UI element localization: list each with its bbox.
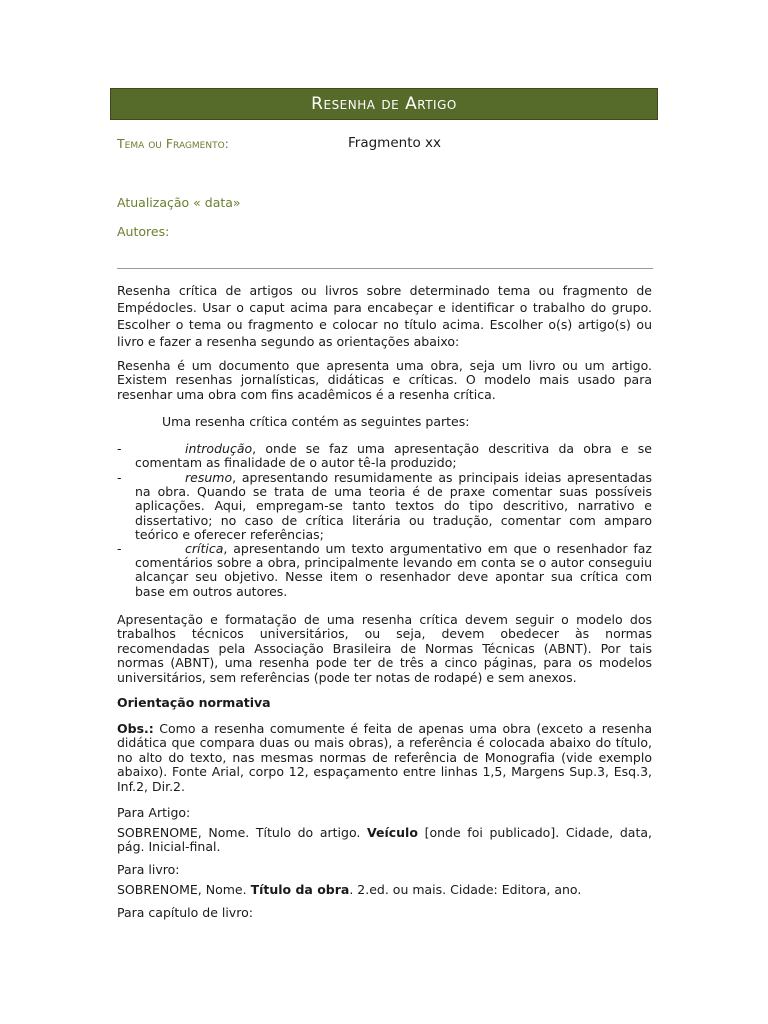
para-livro-label: Para livro: [117, 862, 180, 877]
intro-paragraph: Resenha crítica de artigos ou livros sobre determinado tema ou fragmento de Empédocles. Usar o caput acima para encabeçar e identificar o trabalho do grupo. Escolher o tema ou fragmento e colocar no título acima. Escolher o(s) artigo(s) ou livro e fazer a resenha segundo as orientações abaixo: [117, 283, 652, 349]
list-text: , apresentando um texto argumentativo em que o resenhador faz comentários sobre a obra, principalmente levando em conta se o autor conseguiu alcançar seu objetivo. Nesse item o resenhador deve apontar sua crítica com base em outros autores. [135, 541, 652, 599]
obs-paragraph [117, 722, 652, 794]
header-divider [117, 268, 653, 269]
livro-ref-part: SOBRENOME, Nome. [117, 882, 251, 897]
list-item [117, 442, 652, 470]
list-term: crítica [185, 541, 224, 556]
list-term: introdução [185, 441, 253, 456]
partes-intro: Uma resenha crítica contém as seguintes partes: [162, 414, 470, 429]
atualizacao-label: Atualização « data» [117, 195, 241, 210]
autores-label: Autores: [117, 224, 170, 239]
livro-reference [117, 883, 652, 897]
artigo-ref-part: SOBRENOME, Nome. Título do artigo. [117, 825, 367, 840]
tema-label: Tema ou Fragmento: [117, 136, 229, 151]
artigo-reference [117, 826, 652, 855]
artigo-ref-part: [onde foi publicado]. Cidade, data, pág. Inicial-final. [117, 825, 652, 855]
orientacao-heading: Orientação normativa [117, 695, 271, 710]
obs-label: Obs.: [117, 721, 154, 736]
list-dash: - [117, 470, 122, 485]
artigo-ref-bold: Veículo [367, 825, 418, 840]
document-title: Resenha de Artigo [110, 88, 658, 120]
list-item [117, 471, 652, 542]
list-dash: - [117, 541, 122, 556]
livro-ref-part: . 2.ed. ou mais. Cidade: Editora, ano. [349, 882, 582, 897]
list-term: resumo [185, 470, 233, 485]
definition-paragraph: Resenha é um documento que apresenta uma obra, seja um livro ou um artigo. Existem resenhas jornalísticas, didáticas e críticas. O modelo mais usado para resenhar uma obra com fins acadêmicos é a resenha crítica. [117, 358, 652, 402]
formatacao-paragraph: Apresentação e formatação de uma resenha crítica devem seguir o modelo dos trabalhos técnicos universitários, ou seja, devem obedecer às normas recomendadas pela Associação Brasileira de Normas Técnicas (ABNT). Por tais normas (ABNT), uma resenha pode ter de três a cinco páginas, para os modelos universitários, sem referências (pode ter notas de rodapé) e sem anexos. [117, 612, 652, 685]
list-dash: - [117, 441, 122, 456]
list-item [117, 542, 652, 599]
list-text: , apresentando resumidamente as principais ideias apresentadas na obra. Quando se trata de uma teoria é de praxe comentar suas possíveis aplicações. Aqui, empregam-se tanto textos do tipo descritivo, narrativo e dissertativo; no caso de crítica literária ou tradução, comentar com amparo teórico e oferecer referências; [135, 470, 652, 542]
para-artigo-label: Para Artigo: [117, 805, 191, 820]
obs-text: Como a resenha comumente é feita de apenas uma obra (exceto a resenha didática que compara duas ou mais obras), a referência é colocada abaixo do título, no alto do texto, nas mesmas normas de referência de Monografia (vide exemplo abaixo). Fonte Arial, corpo 12, espaçamento entre linhas 1,5, Margens Sup.3, Esq.3, Inf.2, Dir.2. [117, 721, 652, 794]
tema-value: Fragmento xx [348, 135, 442, 151]
list-text: , onde se faz uma apresentação descritiva da obra e se comentam as finalidade de o autor tê-la produzido; [135, 441, 652, 471]
para-capitulo-label: Para capítulo de livro: [117, 905, 253, 920]
livro-ref-bold: Título da obra [250, 882, 350, 897]
